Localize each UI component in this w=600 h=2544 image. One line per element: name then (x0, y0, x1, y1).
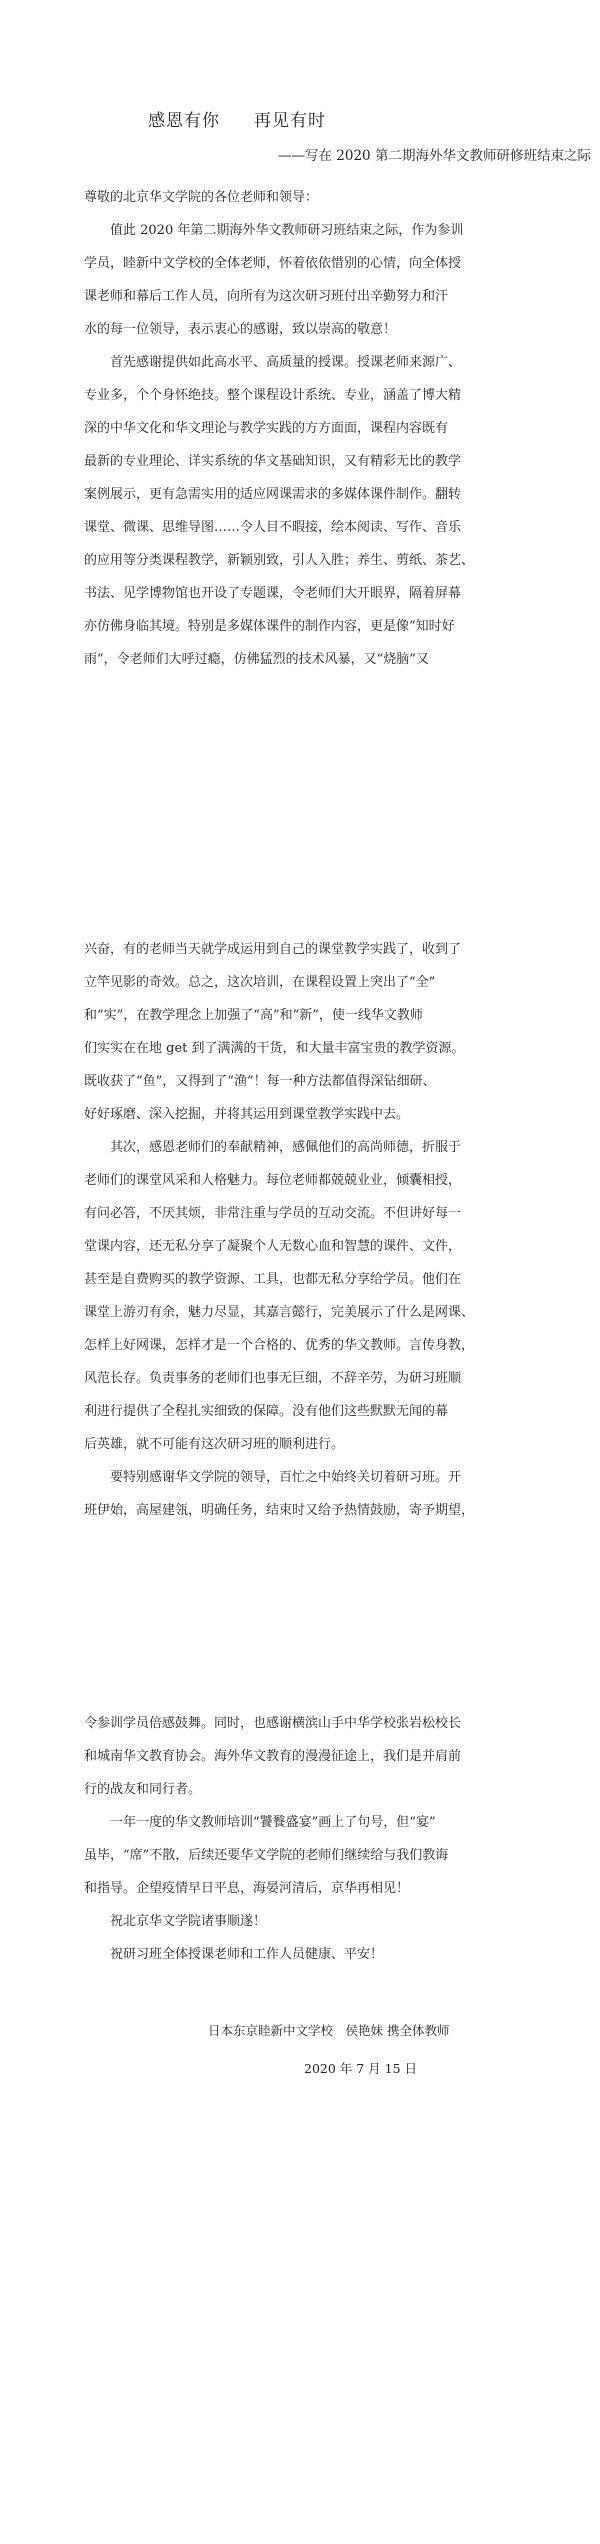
text-line: 案例展示，更有急需实用的适应网课需求的多媒体课件制作。翻转 (84, 487, 462, 502)
paragraph-6 (84, 1707, 534, 1806)
text-line: 水的每一位领导，表示衷心的感谢，致以崇高的敬意！ (84, 322, 397, 337)
paragraph-7 (84, 1806, 534, 1905)
paragraph-1 (84, 214, 534, 346)
text-line: 首先感谢提供如此高水平、高质量的授课。授课老师来源广、 (84, 355, 462, 370)
text-line: 行的战友和同行者。 (84, 1782, 202, 1797)
text-line: 其次，感恩老师们的奉献精神，感佩他们的高尚师德，折服于 (84, 1140, 462, 1155)
paragraph-4 (84, 1131, 534, 1461)
text-line: 课堂上游刃有余，魅力尽显，其嘉言懿行，完美展示了什么是网课、 (84, 1305, 475, 1320)
text-line: 和“实”，在教学理念上加强了“高”和“新”，使一线华文教师 (84, 1008, 423, 1023)
paragraph-5 (84, 1461, 534, 1527)
text-line: 值此 2020 年第二期海外华文教师研习班结束之际，作为参训 (84, 223, 464, 238)
text-line: 学员，睦新中文学校的全体老师，怀着依依惜别的心情，向全体授 (84, 256, 462, 271)
text-line: 课老师和幕后工作人员，向所有为这次研习班付出辛勤努力和汗 (84, 289, 449, 304)
text-line: 利进行提供了全程扎实细致的保障。没有他们这些默默无闻的幕 (84, 1404, 449, 1419)
text-line: 后英雄，就不可能有这次研习班的顺利进行。 (84, 1437, 345, 1452)
text-line: 怎样上好网课，怎样才是一个合格的、优秀的华文教师。言传身教， (84, 1338, 475, 1353)
text-line: 堂课内容，还无私分享了凝聚个人无数心血和智慧的课件、文件， (84, 1239, 462, 1254)
text-line: 风范长存。负责事务的老师们也事无巨细，不辞辛劳，为研习班顺 (84, 1371, 462, 1386)
text-line: 课堂、微课、思维导图……令人目不暇接，绘本阅读、写作、音乐 (84, 520, 462, 535)
text-line: 班伊始，高屋建瓴，明确任务，结束时又给予热情鼓励，寄予期望， (84, 1503, 475, 1518)
text-line: 一年一度的华文教师培训“饕餮盛宴”画上了句号，但“宴” (84, 1815, 436, 1830)
text-line: 专业多，个个身怀绝技。整个课程设计系统、专业，涵盖了博大精 (84, 388, 462, 403)
text-line: 既收获了“鱼”，又得到了“渔”！每一种方法都值得深钻细研、 (84, 1074, 436, 1089)
text-line: 最新的专业理论、详实系统的华文基础知识，又有精彩无比的教学 (84, 454, 462, 469)
text-line: 祝北京华文学院诸事顺遂！ (84, 1914, 267, 1929)
text-line: 们实实在在地 get 到了满满的干货，和大量丰富宝贵的教学资源。 (84, 1041, 465, 1056)
paragraph-8 (84, 1905, 534, 1938)
text-line: 好好琢磨、深入挖掘，并将其运用到课堂教学实践中去。 (84, 1107, 410, 1122)
text-line: 亦仿佛身临其境。特别是多媒体课件的制作内容，更是像“知时好 (84, 619, 455, 634)
text-line: 雨”，令老师们大呼过瘾，仿佛猛烈的技术风暴，又“烧脑”又 (84, 652, 429, 667)
text-line: 老师们的课堂风采和人格魅力。每位老师都兢兢业业，倾囊相授， (84, 1173, 462, 1188)
text-line: 兴奋，有的老师当天就学成运用到自己的课堂教学实践了，收到了 (84, 942, 462, 957)
title-part-1: 感恩有你 (148, 111, 220, 131)
text-line: 和城南华文教育协会。海外华文教育的漫漫征途上，我们是并肩前 (84, 1749, 462, 1764)
document-subtitle: ——写在 2020 第二期海外华文教师研修班结束之际 (278, 148, 591, 164)
paragraph-3 (84, 933, 534, 1131)
text-line: 祝研习班全体授课老师和工作人员健康、平安！ (84, 1947, 384, 1962)
signature-date: 2020 年 7 月 15 日 (304, 2061, 418, 2076)
text-line: 深的中华文化和华文理论与教学实践的方方面面，课程内容既有 (84, 421, 449, 436)
text-line: 和指导。企望疫情早日平息，海晏河清后，京华再相见！ (84, 1881, 410, 1896)
signature-from: 日本东京睦新中文学校 侯艳妹 携全体教师 (208, 2023, 450, 2038)
title-part-2: 再见有时 (254, 111, 326, 131)
text-line: 的应用等分类课程教学，新颖别致，引人入胜；养生、剪纸、茶艺、 (84, 553, 475, 568)
text-line: 甚至是自费购买的教学资源、工具，也都无私分享给学员。他们在 (84, 1272, 462, 1287)
text-line: 虽毕，“席”不散，后续还要华文学院的老师们继续给与我们教诲 (84, 1848, 449, 1863)
text-line: 令参训学员倍感鼓舞。同时，也感谢横滨山手中华学校张岩松校长 (84, 1716, 462, 1731)
salutation: 尊敬的北京华文学院的各位老师和领导： (84, 190, 319, 205)
document-title (148, 106, 326, 131)
text-line: 有问必答，不厌其烦，非常注重与学员的互动交流。不但讲好每一 (84, 1206, 462, 1221)
text-line: 要特别感谢华文学院的领导，百忙之中始终关切着研习班。开 (84, 1470, 462, 1485)
paragraph-9 (84, 1938, 534, 1971)
paragraph-2 (84, 346, 534, 676)
text-line: 书法、见学博物馆也开设了专题课，令老师们大开眼界，隔着屏幕 (84, 586, 462, 601)
text-line: 立竿见影的奇效。总之，这次培训，在课程设置上突出了“全” (84, 975, 436, 990)
